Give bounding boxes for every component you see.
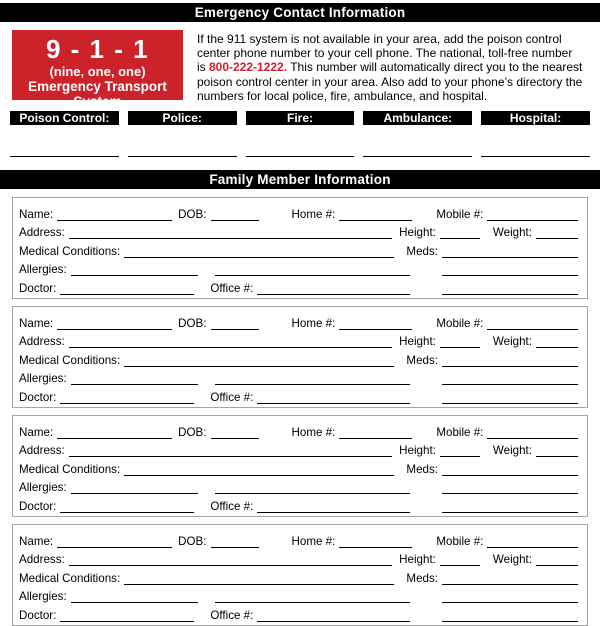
address-blank[interactable] xyxy=(69,343,392,348)
allergies-blank[interactable] xyxy=(71,598,198,603)
doctor-label: Doctor: xyxy=(19,499,57,513)
info-line-1: If the 911 system is not available in your area, add the poison control xyxy=(197,32,562,46)
home-phone-blank[interactable] xyxy=(339,325,412,330)
meds-extra-blank-1[interactable] xyxy=(442,598,578,603)
fire-blank[interactable] xyxy=(246,154,355,157)
height-label: Height: xyxy=(399,444,436,458)
member-row-medical xyxy=(19,457,578,476)
header-bar xyxy=(0,3,600,22)
allergies-extra-blank[interactable] xyxy=(215,271,410,276)
height-blank[interactable] xyxy=(440,561,480,566)
family-member-box xyxy=(12,306,588,408)
local-contact-labels-row xyxy=(10,111,590,125)
home-phone-label: Home #: xyxy=(291,207,336,221)
weight-label: Weight: xyxy=(492,335,532,349)
medical-conditions-label: Medical Conditions: xyxy=(19,244,121,258)
allergies-extra-blank[interactable] xyxy=(215,380,410,385)
doctor-label: Doctor: xyxy=(19,608,57,622)
weight-blank[interactable] xyxy=(536,343,578,348)
info-text-before-phone: is xyxy=(197,60,209,75)
meds-extra-blank-2[interactable] xyxy=(442,399,578,404)
member-row-allergies xyxy=(19,367,578,386)
doctor-blank[interactable] xyxy=(60,617,194,622)
home-phone-label: Home #: xyxy=(291,425,336,439)
dob-blank[interactable] xyxy=(211,325,259,330)
poison-control-phone-number: 800-222-1222. xyxy=(209,60,288,75)
allergies-label: Allergies: xyxy=(19,481,67,495)
local-contact-blanks-row xyxy=(10,154,590,157)
name-blank[interactable] xyxy=(57,543,172,548)
medical-conditions-blank[interactable] xyxy=(124,253,394,258)
height-blank[interactable] xyxy=(440,452,480,457)
height-label: Height: xyxy=(399,335,436,349)
member-row-address xyxy=(19,439,578,458)
dob-blank[interactable] xyxy=(211,543,259,548)
medical-conditions-blank[interactable] xyxy=(124,362,394,367)
height-label: Height: xyxy=(399,226,436,240)
weight-label: Weight: xyxy=(492,553,532,567)
address-label: Address: xyxy=(19,226,65,240)
office-phone-blank[interactable] xyxy=(257,617,410,622)
info-line-4: poison control center in your area. Also add to your phone’s directory the xyxy=(197,74,583,89)
home-phone-blank[interactable] xyxy=(339,434,412,439)
home-phone-blank[interactable] xyxy=(339,216,412,221)
member-row-name xyxy=(19,202,578,221)
weight-blank[interactable] xyxy=(536,452,578,457)
contact-label-fire: Fire: xyxy=(246,111,355,125)
info-text-after-phone: This number will automatically direct you to the nearest xyxy=(287,60,583,75)
member-row-doctor xyxy=(19,494,578,513)
meds-extra-blank-2[interactable] xyxy=(442,508,578,513)
member-row-address xyxy=(19,221,578,240)
member-row-allergies xyxy=(19,258,578,277)
poison-control-info-paragraph xyxy=(197,32,582,103)
height-label: Height: xyxy=(399,553,436,567)
mobile-phone-label: Mobile #: xyxy=(436,207,484,221)
dob-label: DOB: xyxy=(178,316,207,330)
family-member-box xyxy=(12,197,588,299)
allergies-extra-blank[interactable] xyxy=(215,598,410,603)
name-label: Name: xyxy=(19,316,54,330)
name-blank[interactable] xyxy=(57,325,172,330)
mobile-phone-blank[interactable] xyxy=(487,216,578,221)
allergies-extra-blank[interactable] xyxy=(215,489,410,494)
meds-blank[interactable] xyxy=(442,580,578,585)
name-blank[interactable] xyxy=(57,434,172,439)
dob-label: DOB: xyxy=(178,534,207,548)
member-row-medical xyxy=(19,566,578,585)
emergency-contact-form xyxy=(0,3,600,626)
info-line-3 xyxy=(197,60,582,74)
police-blank[interactable] xyxy=(128,154,237,157)
meds-label: Meds: xyxy=(406,353,438,367)
member-row-doctor xyxy=(19,276,578,295)
allergies-label: Allergies: xyxy=(19,590,67,604)
meds-blank[interactable] xyxy=(442,471,578,476)
address-label: Address: xyxy=(19,553,65,567)
name-blank[interactable] xyxy=(57,216,172,221)
allergies-label: Allergies: xyxy=(19,263,67,277)
member-row-doctor xyxy=(19,603,578,622)
911-number: 9 - 1 - 1 xyxy=(45,34,150,64)
allergies-label: Allergies: xyxy=(19,372,67,386)
family-member-box xyxy=(12,524,588,626)
weight-blank[interactable] xyxy=(536,561,578,566)
meds-label: Meds: xyxy=(406,462,438,476)
mobile-phone-label: Mobile #: xyxy=(436,534,484,548)
office-phone-blank[interactable] xyxy=(257,290,410,295)
meds-extra-blank-1[interactable] xyxy=(442,271,578,276)
member-row-name xyxy=(19,420,578,439)
allergies-blank[interactable] xyxy=(71,380,198,385)
weight-label: Weight: xyxy=(492,444,532,458)
mobile-phone-label: Mobile #: xyxy=(436,316,484,330)
member-row-name xyxy=(19,529,578,548)
family-section-title: Family Member Information xyxy=(209,172,391,188)
mobile-phone-blank[interactable] xyxy=(487,434,578,439)
meds-extra-blank-2[interactable] xyxy=(442,290,578,295)
member-row-name xyxy=(19,311,578,330)
name-label: Name: xyxy=(19,425,54,439)
ambulance-blank[interactable] xyxy=(363,154,472,157)
family-section-bar xyxy=(0,170,600,189)
meds-extra-blank-1[interactable] xyxy=(442,489,578,494)
height-blank[interactable] xyxy=(440,343,480,348)
medical-conditions-label: Medical Conditions: xyxy=(19,462,121,476)
home-phone-blank[interactable] xyxy=(339,543,412,548)
medical-conditions-blank[interactable] xyxy=(124,580,394,585)
info-line-5: numbers for local police, fire, ambulance, and hospital. xyxy=(197,88,488,103)
medical-conditions-label: Medical Conditions: xyxy=(19,571,121,585)
office-phone-label: Office #: xyxy=(210,608,254,622)
medical-conditions-blank[interactable] xyxy=(124,471,394,476)
contact-label-poison-control: Poison Control: xyxy=(10,111,119,125)
member-row-address xyxy=(19,330,578,349)
office-phone-label: Office #: xyxy=(210,281,254,295)
home-phone-label: Home #: xyxy=(291,534,336,548)
address-blank[interactable] xyxy=(69,561,392,566)
member-row-medical xyxy=(19,239,578,258)
member-row-doctor xyxy=(19,385,578,404)
office-phone-label: Office #: xyxy=(210,390,254,404)
home-phone-label: Home #: xyxy=(291,316,336,330)
contact-label-police: Police: xyxy=(128,111,237,125)
meds-extra-blank-1[interactable] xyxy=(442,380,578,385)
allergies-blank[interactable] xyxy=(71,271,198,276)
medical-conditions-label: Medical Conditions: xyxy=(19,353,121,367)
911-number-words: (nine, one, one) xyxy=(49,64,146,79)
poison-control-blank[interactable] xyxy=(10,154,119,157)
height-blank[interactable] xyxy=(440,234,480,239)
member-row-medical xyxy=(19,348,578,367)
intro-section xyxy=(12,30,597,109)
dob-blank[interactable] xyxy=(211,434,259,439)
mobile-phone-blank[interactable] xyxy=(487,543,578,548)
address-label: Address: xyxy=(19,335,65,349)
hospital-blank[interactable] xyxy=(481,154,590,157)
allergies-blank[interactable] xyxy=(71,489,198,494)
dob-label: DOB: xyxy=(178,207,207,221)
doctor-label: Doctor: xyxy=(19,390,57,404)
dob-label: DOB: xyxy=(178,425,207,439)
name-label: Name: xyxy=(19,207,54,221)
page-title: Emergency Contact Information xyxy=(194,5,406,20)
doctor-blank[interactable] xyxy=(60,399,194,404)
doctor-label: Doctor: xyxy=(19,281,57,295)
address-blank[interactable] xyxy=(69,234,392,239)
office-phone-label: Office #: xyxy=(210,499,254,513)
meds-label: Meds: xyxy=(406,571,438,585)
contact-label-hospital: Hospital: xyxy=(481,111,590,125)
contact-label-ambulance: Ambulance: xyxy=(363,111,472,125)
address-label: Address: xyxy=(19,444,65,458)
member-row-allergies xyxy=(19,476,578,495)
meds-extra-blank-2[interactable] xyxy=(442,617,578,622)
meds-label: Meds: xyxy=(406,244,438,258)
doctor-blank[interactable] xyxy=(60,508,194,513)
family-members xyxy=(12,197,588,626)
mobile-phone-blank[interactable] xyxy=(487,325,578,330)
office-phone-blank[interactable] xyxy=(257,399,410,404)
family-member-box xyxy=(12,415,588,517)
911-red-box xyxy=(12,30,183,109)
meds-blank[interactable] xyxy=(442,253,578,258)
name-label: Name: xyxy=(19,534,54,548)
office-phone-blank[interactable] xyxy=(257,508,410,513)
911-system-name: Emergency Transport System xyxy=(28,79,167,109)
member-row-address xyxy=(19,548,578,567)
member-row-allergies xyxy=(19,585,578,604)
weight-label: Weight: xyxy=(492,226,532,240)
mobile-phone-label: Mobile #: xyxy=(436,425,484,439)
address-blank[interactable] xyxy=(69,452,392,457)
meds-blank[interactable] xyxy=(442,362,578,367)
weight-blank[interactable] xyxy=(536,234,578,239)
info-line-2: center phone number to your cell phone. The national, toll-free number xyxy=(197,46,573,61)
doctor-blank[interactable] xyxy=(60,290,194,295)
dob-blank[interactable] xyxy=(211,216,259,221)
